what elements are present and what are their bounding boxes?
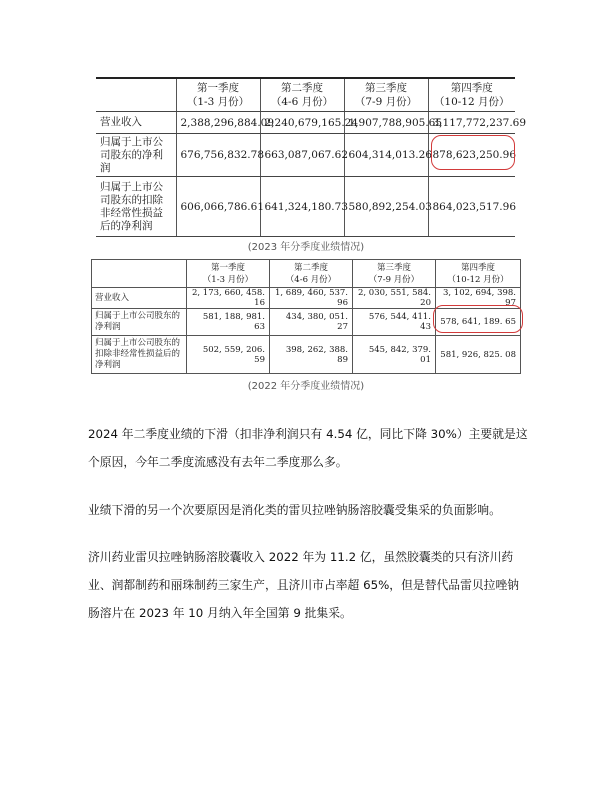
row-label: 归属于上市公司股东的净利润 [96, 134, 176, 177]
table-cell: 663,087,067.62 [260, 134, 344, 177]
table-cell: 676,756,832.78 [176, 134, 260, 177]
caption-2022: (2022 年分季度业绩情况) [247, 381, 365, 392]
paragraph-2: 业绩下滑的另一个次要原因是消化类的雷贝拉唑钠肠溶胶囊受集采的负面影响。 [88, 503, 501, 517]
table-cell: 576, 544, 411. 43 [353, 309, 436, 336]
row-label: 营业收入 [92, 288, 187, 309]
table-cell: 641,324,180.73 [260, 177, 344, 237]
table-cell: 2,388,296,884.09 [176, 112, 260, 134]
table-cell: 878,623,250.96 [428, 134, 515, 177]
header-cell-q4: 第四季度 （10-12 月份） [436, 260, 521, 288]
header-cell-empty [92, 260, 187, 288]
header-cell-q1: 第一季度 （1-3 月份） [187, 260, 270, 288]
paragraph-3: 济川药业雷贝拉唑钠肠溶胶囊收入 2022 年为 11.2 亿，虽然胶囊类的只有济川药业、润都制药和丽珠制药三家生产，且济川市占率超 65%，但是替代品雷贝拉唑钠肠溶片在 2023 年 10 月纳入年全国第 9 批集采。 [88, 550, 520, 620]
table-cell: 545, 842, 379. 01 [353, 336, 436, 374]
row-label: 归属于上市公司股东的净利润 [92, 309, 187, 336]
header-cell-q2: 第二季度 （4-6 月份） [260, 78, 344, 112]
table-cell: 864,023,517.96 [428, 177, 515, 237]
table-cell: 398, 262, 388. 89 [270, 336, 353, 374]
table-cell: 434, 380, 051. 27 [270, 309, 353, 336]
table-row [96, 177, 515, 237]
table-cell: 580,892,254.03 [344, 177, 428, 237]
table-cell: 1, 689, 460, 537. 96 [270, 288, 353, 309]
table-header-row [92, 260, 521, 288]
highlight-circle-2022-q4-net-profit [433, 305, 523, 333]
header-cell-q4: 第四季度 （10-12 月份） [428, 78, 515, 112]
table-header-row [96, 78, 515, 112]
highlight-circle-2023-q4-net-profit [431, 135, 515, 170]
table-cell: 604,314,013.26 [344, 134, 428, 177]
row-label: 营业收入 [96, 112, 176, 134]
header-cell-q1: 第一季度 （1-3 月份） [176, 78, 260, 112]
table-cell: 1,907,788,905.65 [344, 112, 428, 134]
table-cell: 3,117,772,237.69 [428, 112, 515, 134]
caption-2023: (2023 年分季度业绩情况) [247, 242, 365, 253]
table-cell: 606,066,786.61 [176, 177, 260, 237]
table-cell: 2,240,679,165.24 [260, 112, 344, 134]
header-cell-empty [96, 78, 176, 112]
paragraph-1: 2024 年二季度业绩的下滑（扣非净利润只有 4.54 亿，同比下降 30%）主要就是这个原因，今年二季度流感没有去年二季度那么多。 [88, 427, 528, 469]
table-cell: 581, 926, 825. 08 [436, 336, 521, 374]
table-cell: 2, 030, 551, 584. 20 [353, 288, 436, 309]
table-row [92, 336, 521, 374]
table-cell: 2, 173, 660, 458. 16 [187, 288, 270, 309]
header-cell-q3: 第三季度 （7-9 月份） [353, 260, 436, 288]
table-cell: 3, 102, 694, 398. 97 [436, 288, 521, 309]
table-row [96, 112, 515, 134]
table-cell: 502, 559, 206. 59 [187, 336, 270, 374]
header-cell-q3: 第三季度 （7-9 月份） [344, 78, 428, 112]
row-label: 归属于上市公司股东的扣除非经常性损益后的净利润 [96, 177, 176, 237]
row-label: 归属于上市公司股东的扣除非经常性损益后的净利润 [92, 336, 187, 374]
table-cell: 578, 641, 189. 65 [436, 309, 521, 336]
header-cell-q2: 第二季度 （4-6 月份） [270, 260, 353, 288]
table-cell: 581, 188, 981. 63 [187, 309, 270, 336]
